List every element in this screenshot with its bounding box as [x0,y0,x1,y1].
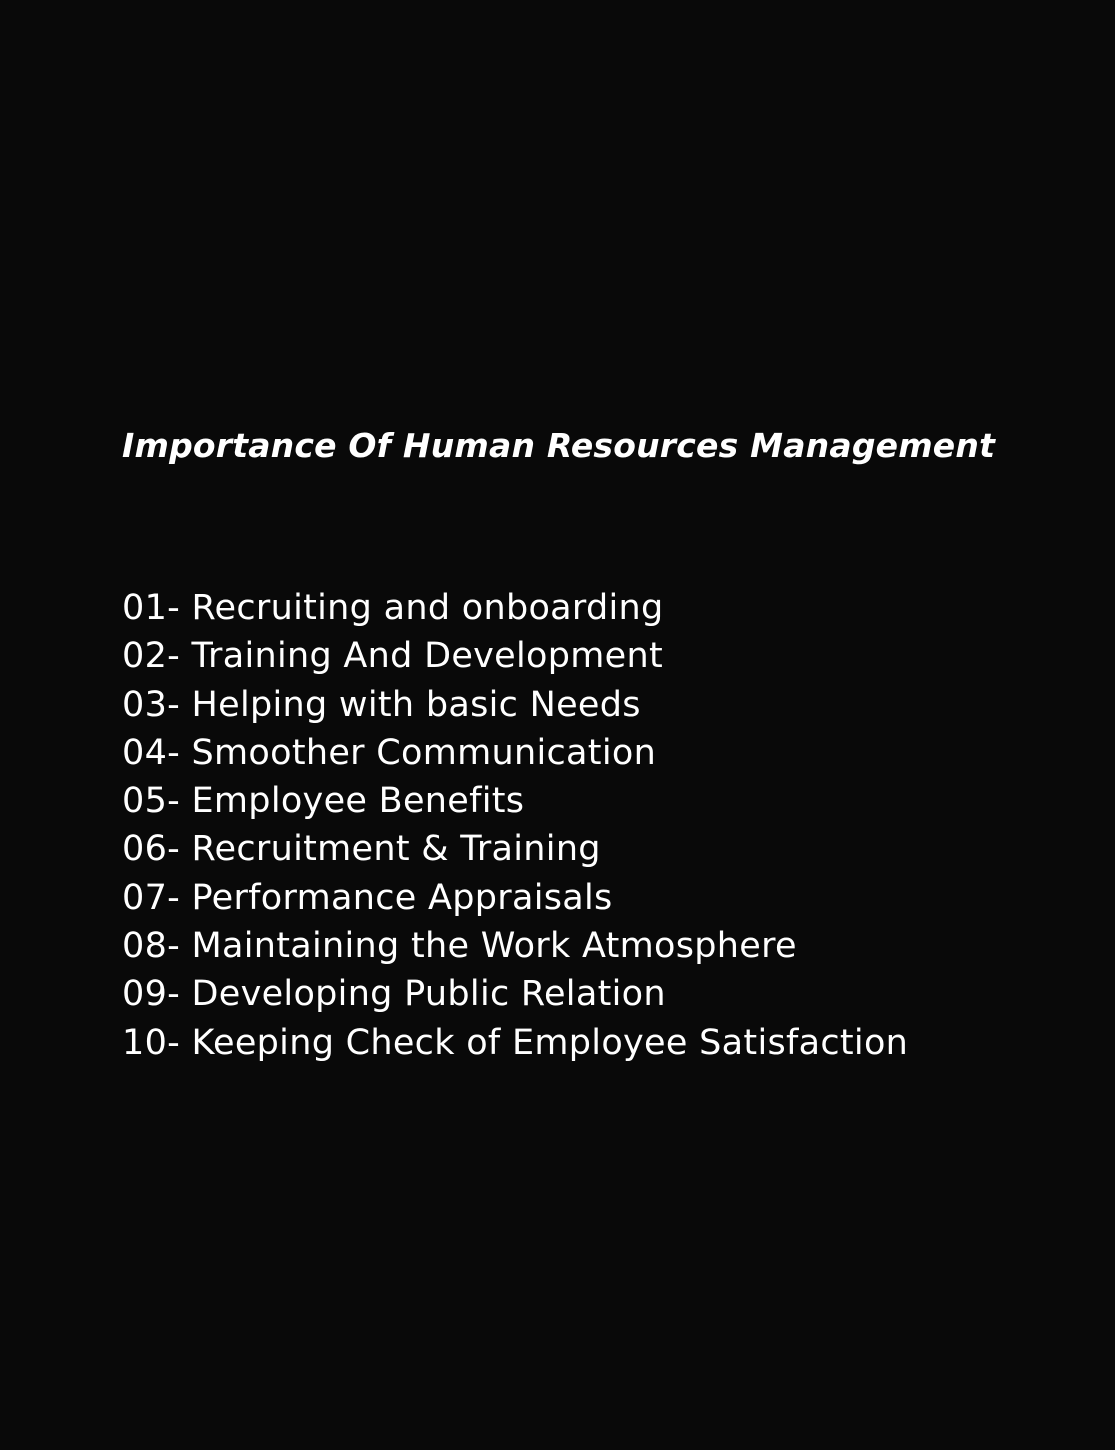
list-item: 01- Recruiting and onboarding [122,588,664,628]
list-item: 10- Keeping Check of Employee Satisfaction [122,1022,909,1063]
list-item: 05- Employee Benefits [122,781,525,822]
list-item: 07- Performance Appraisals [122,877,613,918]
document-title: Importance Of Human Resources Management [122,426,996,465]
list-item: 09- Developing Public Relation [122,974,666,1015]
importance-list [122,584,908,1067]
list-item: 04- Smoother Communication [122,732,657,773]
list-item: 03- Helping with basic Needs [122,684,641,725]
list-item: 02- Training And Development [122,636,664,677]
list-item: 08- Maintaining the Work Atmosphere [122,926,797,967]
list-item: 06- Recruitment & Training [122,829,601,870]
